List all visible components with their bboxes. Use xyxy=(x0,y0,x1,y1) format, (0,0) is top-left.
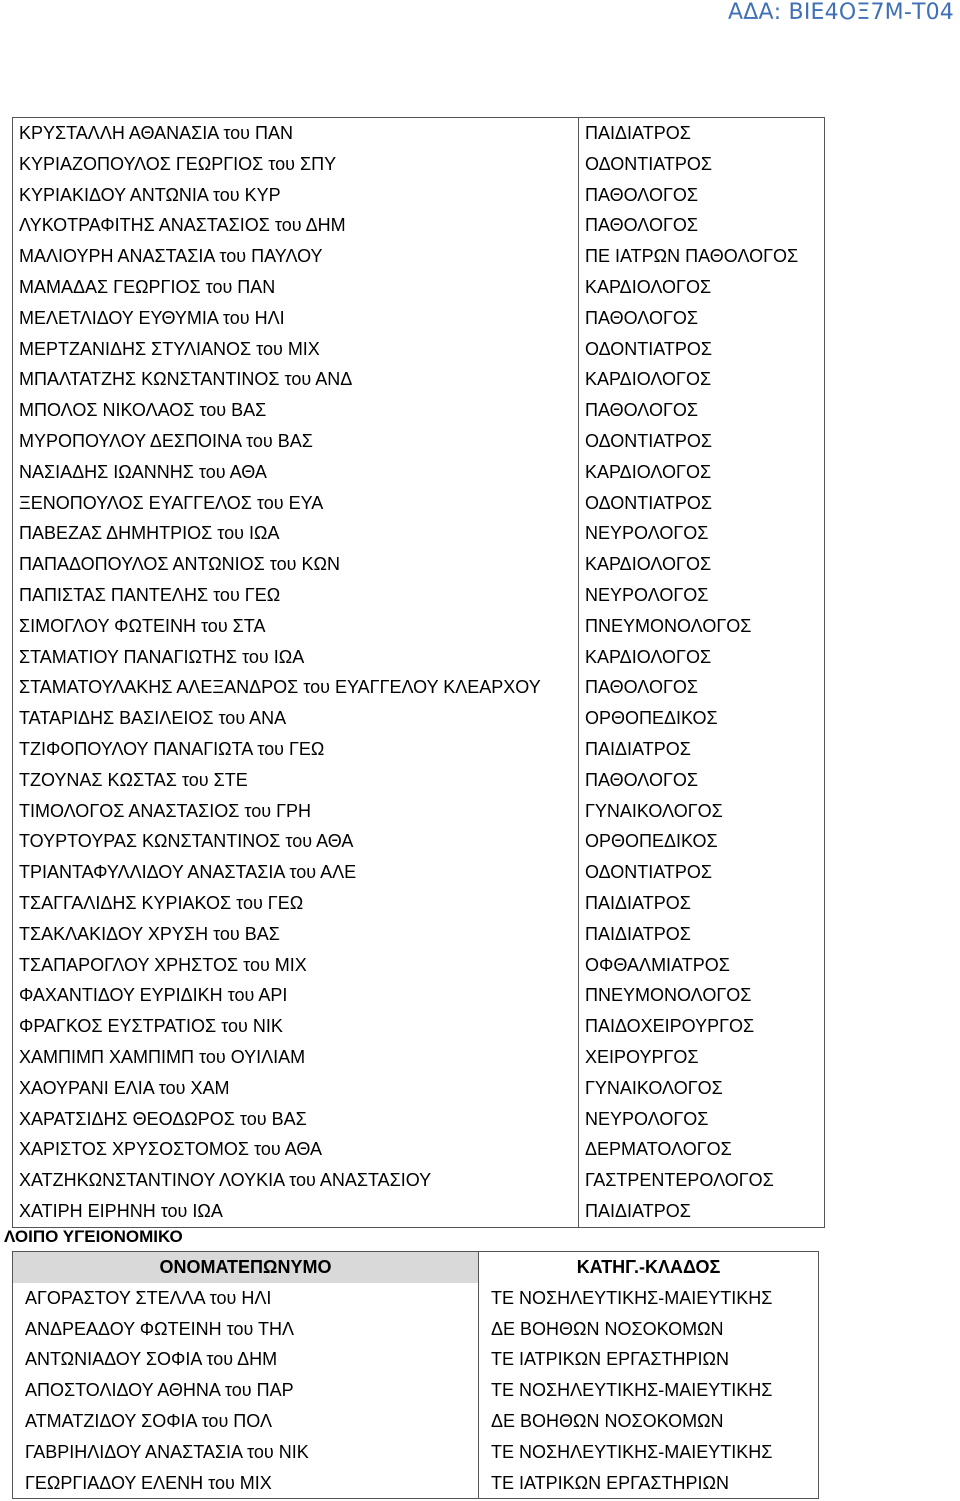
row-name-cell: ΜΑΛΙΟΥΡΗ ΑΝΑΣΤΑΣΙΑ του ΠΑΥΛΟΥ xyxy=(13,241,579,272)
row-specialty-cell: ΓΑΣΤΡΕΝΤΕΡΟΛΟΓΟΣ xyxy=(579,1165,825,1196)
row-name-cell: ΧΑΟΥΡΑΝΙ ΕΛΙΑ του ΧΑΜ xyxy=(13,1073,579,1104)
table-row xyxy=(13,703,825,734)
row-specialty-cell: ΠΑΙΔΙΑΤΡΟΣ xyxy=(579,118,825,149)
table-row xyxy=(13,488,825,519)
row-name-cell: ΜΥΡΟΠΟΥΛΟΥ ΔΕΣΠΟΙΝΑ του ΒΑΣ xyxy=(13,426,579,457)
row-specialty-cell: ΝΕΥΡΟΛΟΓΟΣ xyxy=(579,1104,825,1135)
row-specialty-cell: ΠΑΘΟΛΟΓΟΣ xyxy=(579,180,825,211)
table-row xyxy=(13,549,825,580)
table-row xyxy=(13,980,825,1011)
row-specialty-cell: ΝΕΥΡΟΛΟΓΟΣ xyxy=(579,518,825,549)
row-name-cell: ΠΑΒΕΖΑΣ ΔΗΜΗΤΡΙΟΣ του ΙΩΑ xyxy=(13,518,579,549)
row-specialty-cell: ΧΕΙΡΟΥΡΓΟΣ xyxy=(579,1042,825,1073)
row-specialty-cell: ΠΑΘΟΛΟΓΟΣ xyxy=(579,395,825,426)
table-row xyxy=(13,149,825,180)
table-row xyxy=(13,1042,825,1073)
row-category-cell: ΤΕ ΙΑΤΡΙΚΩΝ ΕΡΓΑΣΤΗΡΙΩΝ xyxy=(479,1468,819,1499)
table-row xyxy=(13,888,825,919)
row-name-cell: ΑΝΤΩΝΙΑΔΟΥ ΣΟΦΙΑ του ΔΗΜ xyxy=(13,1344,479,1375)
row-name-cell: ΤΣΑΓΓΑΛΙΔΗΣ ΚΥΡΙΑΚΟΣ του ΓΕΩ xyxy=(13,888,579,919)
row-specialty-cell: ΠΑΙΔΙΑΤΡΟΣ xyxy=(579,1196,825,1227)
table-row xyxy=(13,241,825,272)
table-row xyxy=(13,580,825,611)
table-row xyxy=(13,826,825,857)
table-row xyxy=(13,734,825,765)
table-row xyxy=(13,210,825,241)
row-name-cell: ΜΠΟΛΟΣ ΝΙΚΟΛΑΟΣ του ΒΑΣ xyxy=(13,395,579,426)
row-specialty-cell: ΚΑΡΔΙΟΛΟΓΟΣ xyxy=(579,364,825,395)
row-specialty-cell: ΠΑΘΟΛΟΓΟΣ xyxy=(579,210,825,241)
row-specialty-cell: ΠΑΘΟΛΟΓΟΣ xyxy=(579,765,825,796)
row-name-cell: ΜΕΡΤΖΑΝΙΔΗΣ ΣΤΥΛΙΑΝΟΣ του ΜΙΧ xyxy=(13,334,579,365)
row-name-cell: ΚΡΥΣΤΑΛΛΗ ΑΘΑΝΑΣΙΑ του ΠΑΝ xyxy=(13,118,579,149)
row-name-cell: ΑΠΟΣΤΟΛΙΔΟΥ ΑΘΗΝΑ του ΠΑΡ xyxy=(13,1375,479,1406)
row-name-cell: ΧΑΤΙΡΗ ΕΙΡΗΝΗ του ΙΩΑ xyxy=(13,1196,579,1227)
row-name-cell: ΠΑΠΑΔΟΠΟΥΛΟΣ ΑΝΤΩΝΙΟΣ του ΚΩΝ xyxy=(13,549,579,580)
row-specialty-cell: ΓΥΝΑΙΚΟΛΟΓΟΣ xyxy=(579,1073,825,1104)
row-specialty-cell: ΚΑΡΔΙΟΛΟΓΟΣ xyxy=(579,549,825,580)
row-name-cell: ΣΤΑΜΑΤΟΥΛΑΚΗΣ ΑΛΕΞΑΝΔΡΟΣ του ΕΥΑΓΓΕΛΟΥ ΚΛΕΑΡΧΟΥ xyxy=(13,672,579,703)
row-specialty-cell: ΠΑΙΔΟΧΕΙΡΟΥΡΓΟΣ xyxy=(579,1011,825,1042)
row-name-cell: ΚΥΡΙΑΚΙΔΟΥ ΑΝΤΩΝΙΑ του ΚΥΡ xyxy=(13,180,579,211)
table-row xyxy=(13,1437,819,1468)
row-name-cell: ΠΑΠΙΣΤΑΣ ΠΑΝΤΕΛΗΣ του ΓΕΩ xyxy=(13,580,579,611)
row-category-cell: ΔΕ ΒΟΗΘΩΝ ΝΟΣΟΚΟΜΩΝ xyxy=(479,1406,819,1437)
table-row xyxy=(13,334,825,365)
table-row xyxy=(13,364,825,395)
row-name-cell: ΤΖΙΦΟΠΟΥΛΟΥ ΠΑΝΑΓΙΩΤΑ του ΓΕΩ xyxy=(13,734,579,765)
table-row xyxy=(13,426,825,457)
section-heading: ΛΟΙΠΟ ΥΓΕΙΟΝΟΜΙΚΟ xyxy=(4,1227,183,1246)
table-row xyxy=(13,1283,819,1314)
staff-table-body xyxy=(13,1252,819,1499)
row-name-cell: ΜΑΜΑΔΑΣ ΓΕΩΡΓΙΟΣ του ΠΑΝ xyxy=(13,272,579,303)
row-name-cell: ΚΥΡΙΑΖΟΠΟΥΛΟΣ ΓΕΩΡΓΙΟΣ του ΣΠΥ xyxy=(13,149,579,180)
column-header-name: ΟΝΟΜΑΤΕΠΩΝΥΜΟ xyxy=(13,1252,479,1283)
table-row xyxy=(13,272,825,303)
row-specialty-cell: ΟΦΘΑΛΜΙΑΤΡΟΣ xyxy=(579,950,825,981)
row-specialty-cell: ΟΔΟΝΤΙΑΤΡΟΣ xyxy=(579,149,825,180)
row-specialty-cell: ΔΕΡΜΑΤΟΛΟΓΟΣ xyxy=(579,1134,825,1165)
table-row xyxy=(13,919,825,950)
row-name-cell: ΝΑΣΙΑΔΗΣ ΙΩΑΝΝΗΣ του ΑΘΑ xyxy=(13,457,579,488)
table-row xyxy=(13,1011,825,1042)
table-row xyxy=(13,796,825,827)
document-id: ΑΔΑ: ΒΙΕ4ΟΞ7Μ-Τ04 xyxy=(728,0,954,25)
row-name-cell: ΑΓΟΡΑΣΤΟΥ ΣΤΕΛΛΑ του ΗΛΙ xyxy=(13,1283,479,1314)
table-row xyxy=(13,765,825,796)
table-row xyxy=(13,457,825,488)
row-name-cell: ΜΕΛΕΤΛΙΔΟΥ ΕΥΘΥΜΙΑ του ΗΛΙ xyxy=(13,303,579,334)
row-specialty-cell: ΠΑΙΔΙΑΤΡΟΣ xyxy=(579,734,825,765)
table-row xyxy=(13,1073,825,1104)
row-name-cell: ΤΙΜΟΛΟΓΟΣ ΑΝΑΣΤΑΣΙΟΣ του ΓΡΗ xyxy=(13,796,579,827)
row-name-cell: ΧΑΡΙΣΤΟΣ ΧΡΥΣΟΣΤΟΜΟΣ του ΑΘΑ xyxy=(13,1134,579,1165)
row-specialty-cell: ΟΔΟΝΤΙΑΤΡΟΣ xyxy=(579,488,825,519)
row-specialty-cell: ΠΑΘΟΛΟΓΟΣ xyxy=(579,303,825,334)
row-name-cell: ΤΟΥΡΤΟΥΡΑΣ ΚΩΝΣΤΑΝΤΙΝΟΣ του ΑΘΑ xyxy=(13,826,579,857)
table-row xyxy=(13,672,825,703)
table-row xyxy=(13,642,825,673)
row-name-cell: ΧΑΡΑΤΣΙΔΗΣ ΘΕΟΔΩΡΟΣ του ΒΑΣ xyxy=(13,1104,579,1135)
column-header-category: ΚΑΤΗΓ.-ΚΛΑΔΟΣ xyxy=(479,1252,819,1283)
row-specialty-cell: ΟΔΟΝΤΙΑΤΡΟΣ xyxy=(579,857,825,888)
table-row xyxy=(13,180,825,211)
doctors-table-body xyxy=(13,118,825,1228)
doctors-table xyxy=(12,117,825,1228)
row-name-cell: ΧΑΤΖΗΚΩΝΣΤΑΝΤΙΝΟΥ ΛΟΥΚΙΑ του ΑΝΑΣΤΑΣΙΟΥ xyxy=(13,1165,579,1196)
row-category-cell: ΤΕ ΝΟΣΗΛΕΥΤΙΚΗΣ-ΜΑΙΕΥΤΙΚΗΣ xyxy=(479,1437,819,1468)
row-category-cell: ΤΕ ΝΟΣΗΛΕΥΤΙΚΗΣ-ΜΑΙΕΥΤΙΚΗΣ xyxy=(479,1375,819,1406)
row-specialty-cell: ΚΑΡΔΙΟΛΟΓΟΣ xyxy=(579,272,825,303)
table-row xyxy=(13,1375,819,1406)
row-name-cell: ΤΡΙΑΝΤΑΦΥΛΛΙΔΟΥ ΑΝΑΣΤΑΣΙΑ του ΑΛΕ xyxy=(13,857,579,888)
table-row xyxy=(13,1196,825,1227)
row-specialty-cell: ΠΝΕΥΜΟΝΟΛΟΓΟΣ xyxy=(579,611,825,642)
table-row xyxy=(13,1165,825,1196)
table-row xyxy=(13,1406,819,1437)
row-name-cell: ΣΙΜΟΓΛΟΥ ΦΩΤΕΙΝΗ του ΣΤΑ xyxy=(13,611,579,642)
table-row xyxy=(13,1104,825,1135)
row-name-cell: ΤΣΑΠΑΡΟΓΛΟΥ ΧΡΗΣΤΟΣ του ΜΙΧ xyxy=(13,950,579,981)
row-name-cell: ΧΑΜΠΙΜΠ ΧΑΜΠΙΜΠ του ΟΥΙΛΙΑΜ xyxy=(13,1042,579,1073)
staff-table-header xyxy=(13,1252,819,1283)
row-specialty-cell: ΓΥΝΑΙΚΟΛΟΓΟΣ xyxy=(579,796,825,827)
table-row xyxy=(13,1468,819,1499)
row-name-cell: ΤΣΑΚΛΑΚΙΔΟΥ ΧΡΥΣΗ του ΒΑΣ xyxy=(13,919,579,950)
row-name-cell: ΦΑΧΑΝΤΙΔΟΥ ΕΥΡΙΔΙΚΗ του ΑΡΙ xyxy=(13,980,579,1011)
row-specialty-cell: ΠΕ ΙΑΤΡΩΝ ΠΑΘΟΛΟΓΟΣ xyxy=(579,241,825,272)
row-name-cell: ΤΖΟΥΝΑΣ ΚΩΣΤΑΣ του ΣΤΕ xyxy=(13,765,579,796)
row-name-cell: ΞΕΝΟΠΟΥΛΟΣ ΕΥΑΓΓΕΛΟΣ του ΕΥΑ xyxy=(13,488,579,519)
table-row xyxy=(13,118,825,149)
table-row xyxy=(13,1314,819,1345)
table-row xyxy=(13,395,825,426)
table-row xyxy=(13,303,825,334)
row-name-cell: ΦΡΑΓΚΟΣ ΕΥΣΤΡΑΤΙΟΣ του ΝΙΚ xyxy=(13,1011,579,1042)
staff-table xyxy=(12,1251,819,1499)
table-row xyxy=(13,857,825,888)
row-name-cell: ΑΤΜΑΤΖΙΔΟΥ ΣΟΦΙΑ του ΠΟΛ xyxy=(13,1406,479,1437)
row-specialty-cell: ΚΑΡΔΙΟΛΟΓΟΣ xyxy=(579,642,825,673)
row-specialty-cell: ΠΑΘΟΛΟΓΟΣ xyxy=(579,672,825,703)
row-name-cell: ΑΝΔΡΕΑΔΟΥ ΦΩΤΕΙΝΗ του ΤΗΛ xyxy=(13,1314,479,1345)
row-specialty-cell: ΠΑΙΔΙΑΤΡΟΣ xyxy=(579,919,825,950)
table-row xyxy=(13,611,825,642)
row-name-cell: ΓΑΒΡΙΗΛΙΔΟΥ ΑΝΑΣΤΑΣΙΑ του ΝΙΚ xyxy=(13,1437,479,1468)
row-name-cell: ΣΤΑΜΑΤΙΟΥ ΠΑΝΑΓΙΩΤΗΣ του ΙΩΑ xyxy=(13,642,579,673)
table-row xyxy=(13,950,825,981)
row-specialty-cell: ΚΑΡΔΙΟΛΟΓΟΣ xyxy=(579,457,825,488)
row-specialty-cell: ΠΑΙΔΙΑΤΡΟΣ xyxy=(579,888,825,919)
table-row xyxy=(13,1134,825,1165)
row-category-cell: ΤΕ ΝΟΣΗΛΕΥΤΙΚΗΣ-ΜΑΙΕΥΤΙΚΗΣ xyxy=(479,1283,819,1314)
row-name-cell: ΤΑΤΑΡΙΔΗΣ ΒΑΣΙΛΕΙΟΣ του ΑΝΑ xyxy=(13,703,579,734)
row-category-cell: ΤΕ ΙΑΤΡΙΚΩΝ ΕΡΓΑΣΤΗΡΙΩΝ xyxy=(479,1344,819,1375)
table-row xyxy=(13,518,825,549)
row-specialty-cell: ΟΡΘΟΠΕΔΙΚΟΣ xyxy=(579,826,825,857)
row-name-cell: ΜΠΑΛΤΑΤΖΗΣ ΚΩΝΣΤΑΝΤΙΝΟΣ του ΑΝΔ xyxy=(13,364,579,395)
row-specialty-cell: ΠΝΕΥΜΟΝΟΛΟΓΟΣ xyxy=(579,980,825,1011)
table-row xyxy=(13,1344,819,1375)
row-specialty-cell: ΟΡΘΟΠΕΔΙΚΟΣ xyxy=(579,703,825,734)
row-specialty-cell: ΟΔΟΝΤΙΑΤΡΟΣ xyxy=(579,334,825,365)
row-name-cell: ΓΕΩΡΓΙΑΔΟΥ ΕΛΕΝΗ του ΜΙΧ xyxy=(13,1468,479,1499)
row-specialty-cell: ΝΕΥΡΟΛΟΓΟΣ xyxy=(579,580,825,611)
row-name-cell: ΛΥΚΟΤΡΑΦΙΤΗΣ ΑΝΑΣΤΑΣΙΟΣ του ΔΗΜ xyxy=(13,210,579,241)
row-category-cell: ΔΕ ΒΟΗΘΩΝ ΝΟΣΟΚΟΜΩΝ xyxy=(479,1314,819,1345)
row-specialty-cell: ΟΔΟΝΤΙΑΤΡΟΣ xyxy=(579,426,825,457)
